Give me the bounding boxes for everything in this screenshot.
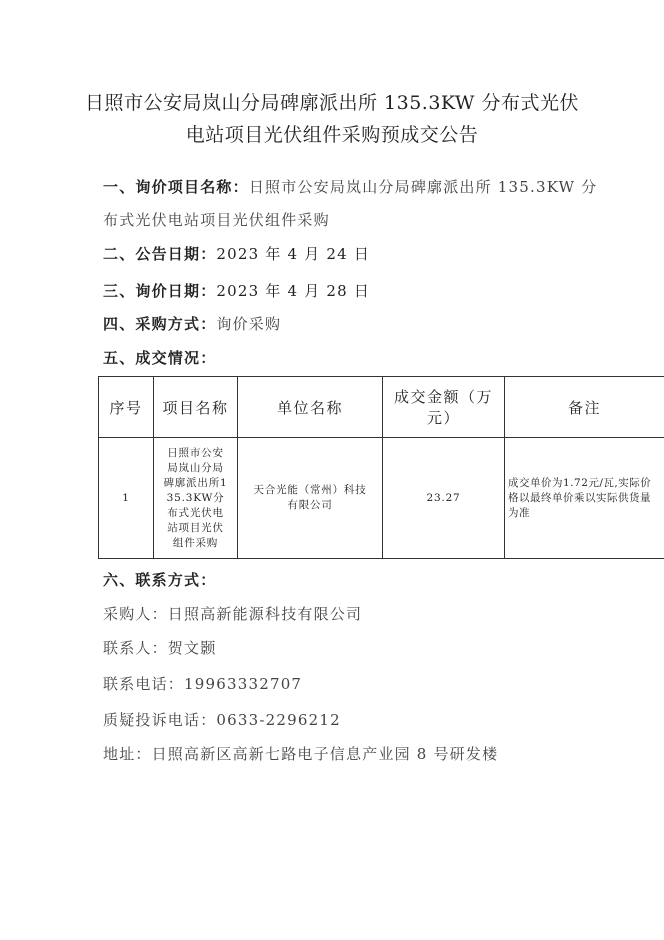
header-seq: 序号 (99, 377, 154, 438)
contact-phone-line: 联系电话：19963332707 (103, 675, 303, 693)
announce-date-label: 二、公告日期： (103, 245, 217, 263)
header-note: 备注 (505, 377, 664, 438)
header-amount: 成交金额（万元） (383, 377, 505, 438)
buyer-line: 采购人：日照高新能源科技有限公司 (103, 605, 363, 623)
contact-row (103, 570, 604, 590)
contact-label: 六、联系方式： (103, 571, 217, 589)
project-name-row (103, 177, 604, 197)
cell-amount: 23.27 (383, 438, 505, 559)
project-name-continuation (103, 210, 604, 230)
title-line-2: 电站项目光伏组件采购预成交公告 (185, 124, 479, 146)
table-row (99, 438, 664, 559)
inquiry-date-row (103, 281, 604, 301)
complaint-phone-line: 质疑投诉电话：0633-2296212 (103, 711, 341, 729)
contact-person-line: 联系人：贺文颢 (103, 639, 217, 657)
title-line-1: 日照市公安局岚山分局碑廓派出所 135.3KW 分布式光伏 (84, 92, 580, 114)
result-row (103, 348, 604, 368)
announce-date-row (103, 244, 604, 264)
cell-project: 日照市公安局岚山分局碑廓派出所135.3KW分布式光伏电站项目光伏组件采购 (154, 438, 238, 559)
cell-company: 天合光能（常州）科技有限公司 (238, 438, 383, 559)
result-label: 五、成交情况： (103, 349, 217, 367)
cell-note: 成交单价为1.72元/瓦,实际价格以最终单价乘以实际供货量为准 (505, 438, 664, 559)
project-name-value: 日照市公安局岚山分局碑廓派出所 135.3KW 分 (248, 178, 598, 196)
inquiry-date-value: 2023 年 4 月 28 日 (216, 282, 371, 300)
method-label: 四、采购方式： (103, 315, 217, 333)
project-name-value-cont: 布式光伏电站项目光伏组件采购 (103, 211, 330, 229)
header-project: 项目名称 (154, 377, 238, 438)
address-line: 地址：日照高新区高新七路电子信息产业园 8 号研发楼 (103, 745, 499, 763)
announce-date-value: 2023 年 4 月 24 日 (216, 245, 371, 263)
table-header-row (99, 377, 664, 438)
project-name-label: 一、询价项目名称： (103, 178, 249, 196)
cell-seq: 1 (99, 438, 154, 559)
header-company: 单位名称 (238, 377, 383, 438)
method-row (103, 314, 604, 334)
result-table (98, 376, 664, 559)
inquiry-date-label: 三、询价日期： (103, 282, 217, 300)
method-value: 询价采购 (216, 315, 282, 333)
